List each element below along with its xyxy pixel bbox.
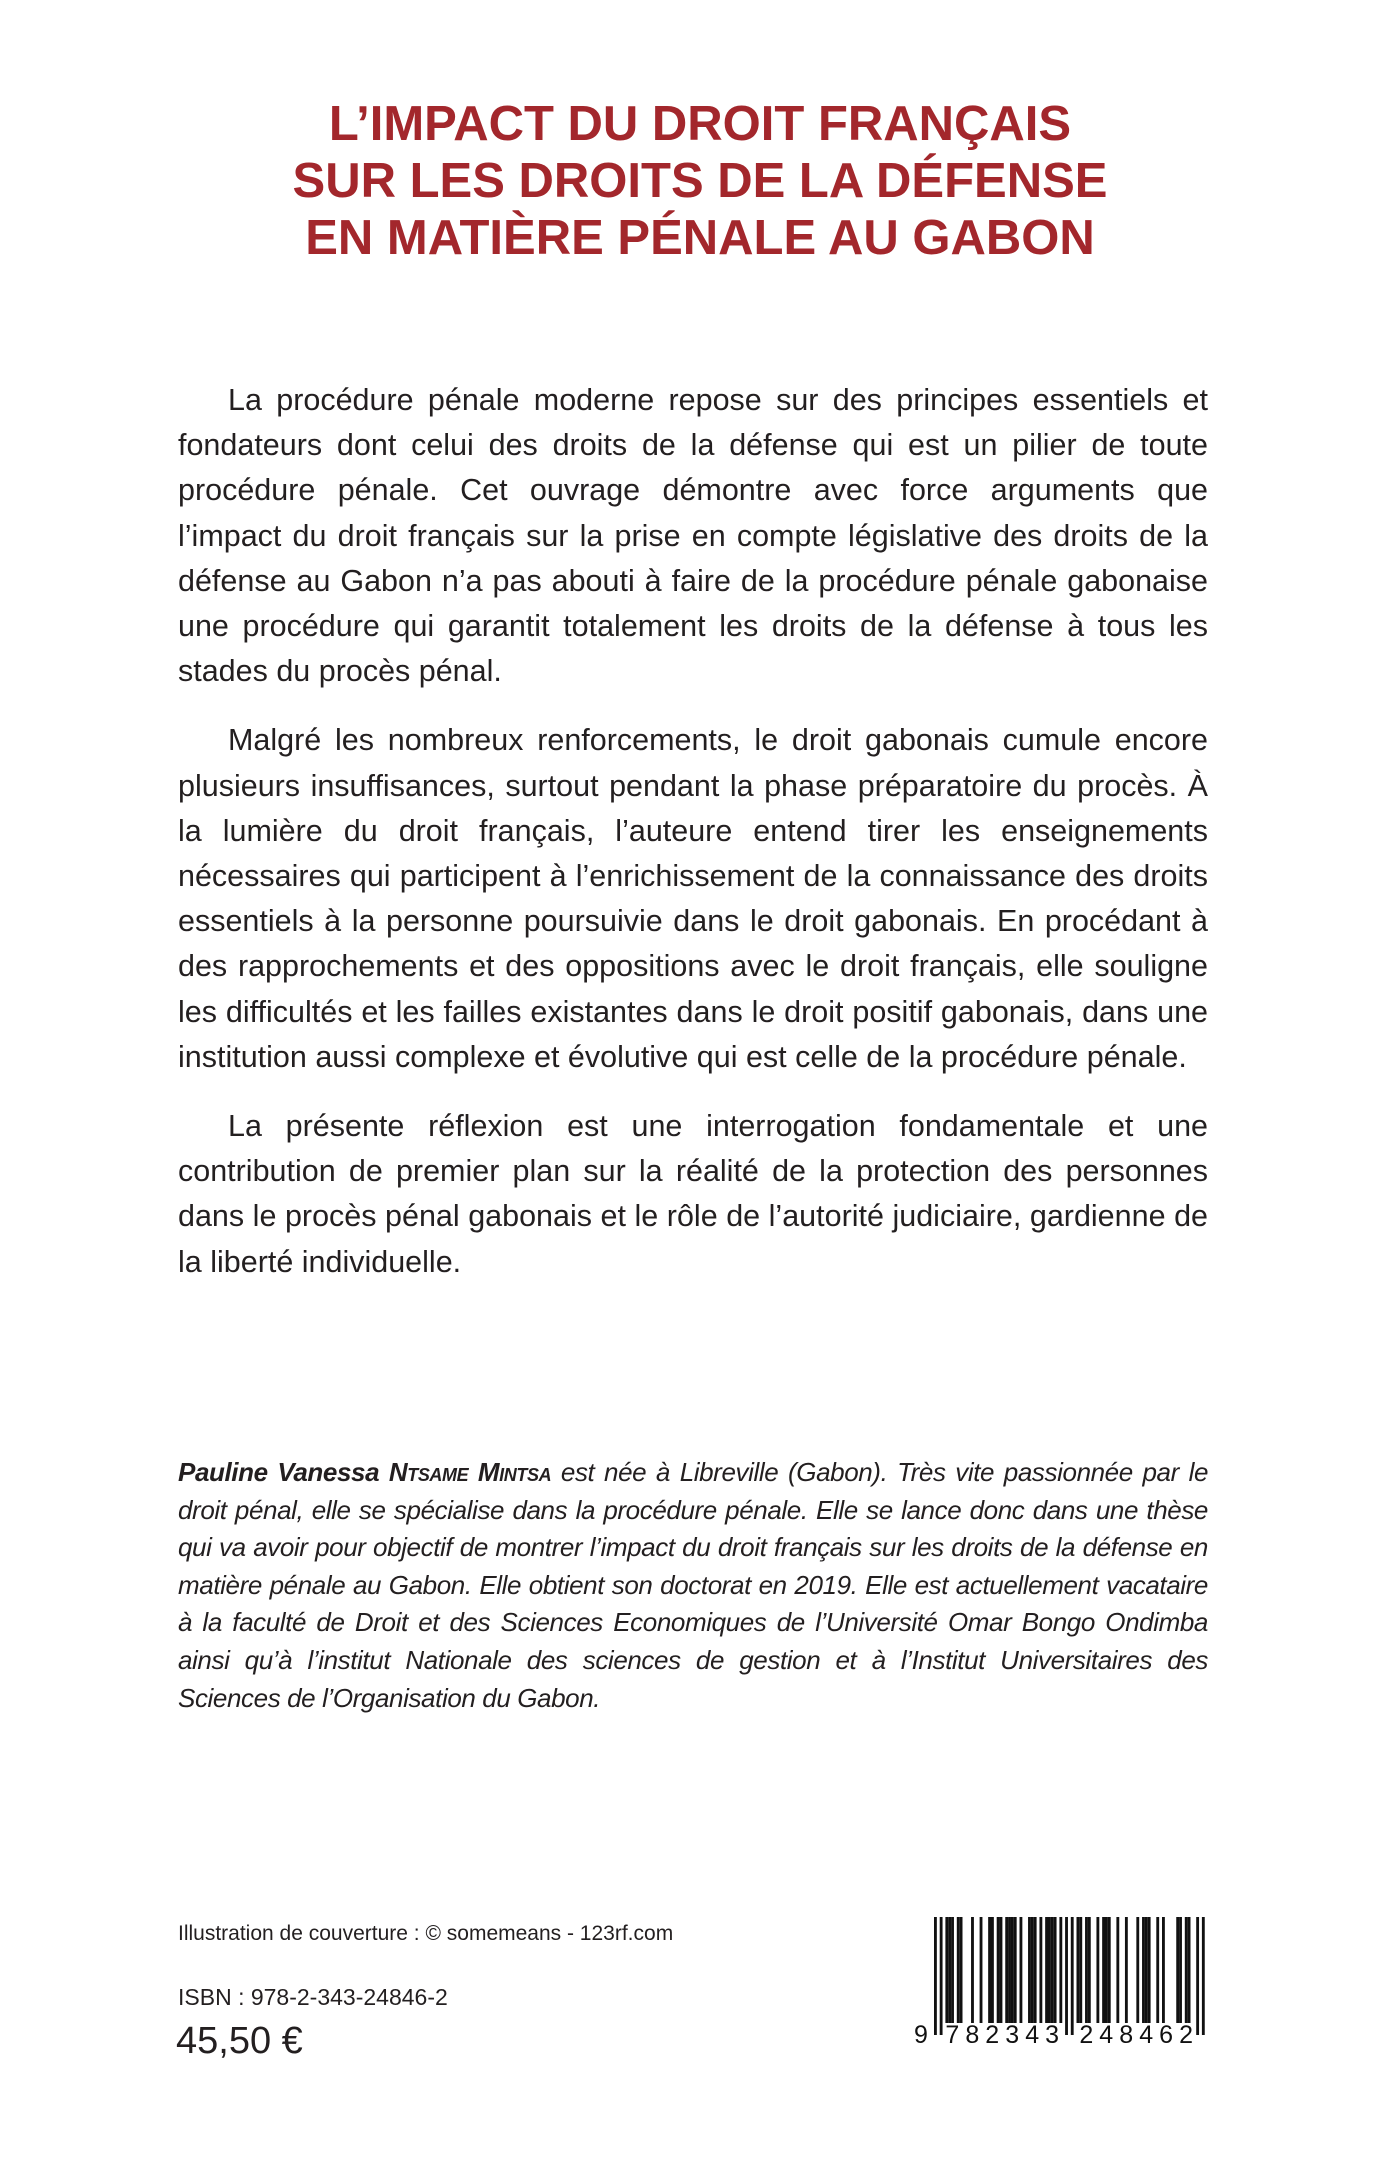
barcode-bar — [1031, 1917, 1034, 2023]
barcode-bar — [960, 1917, 963, 2023]
barcode-bar — [1059, 1917, 1062, 2023]
barcode-bar — [934, 1917, 937, 2035]
barcode-bar — [951, 1917, 954, 2023]
barcode-bar — [1105, 1917, 1108, 2023]
barcode-bar — [1125, 1917, 1128, 2023]
barcode-bar — [1156, 1917, 1159, 2023]
barcode-bar — [1005, 1917, 1008, 2023]
author-first-names: Pauline Vanessa — [178, 1457, 380, 1487]
barcode-bar — [1088, 1917, 1091, 2023]
barcode-bar — [991, 1917, 994, 2023]
barcode-bar — [1145, 1917, 1148, 2023]
barcode-digit: 4 — [1099, 2021, 1114, 2049]
cover-credit: Illustration de couverture : © somemeans - 123rf.com — [178, 1922, 674, 1945]
barcode-bar — [1096, 1917, 1099, 2023]
barcode-digit: 3 — [1005, 2021, 1020, 2049]
barcode-bar — [948, 1917, 951, 2023]
barcode-bar — [997, 1917, 1000, 2023]
barcode-bar — [1051, 1917, 1054, 2023]
barcode-bar — [1079, 1917, 1082, 2023]
barcode-bar — [1116, 1917, 1119, 2023]
barcode-digit: 2 — [1079, 2021, 1094, 2049]
barcode-bar — [1048, 1917, 1051, 2023]
barcode-bar — [1054, 1917, 1057, 2023]
book-title — [0, 96, 1400, 267]
barcode-bar — [1011, 1917, 1014, 2023]
barcode-bar — [1065, 1917, 1068, 2035]
barcode-bar — [1028, 1917, 1031, 2023]
barcode-bar — [1162, 1917, 1165, 2023]
title-line: EN MATIÈRE PÉNALE AU GABON — [305, 211, 1095, 265]
barcode-bar — [988, 1917, 991, 2023]
barcode-bar — [1039, 1917, 1042, 2023]
barcode-bar — [1179, 1917, 1182, 2023]
barcode-bar — [1142, 1917, 1145, 2023]
barcode-bar — [1202, 1917, 1205, 2035]
barcode — [912, 1915, 1212, 2050]
barcode-bar — [1188, 1917, 1191, 2023]
barcode-digit: 8 — [1119, 2021, 1134, 2049]
blurb-paragraph: Malgré les nombreux renforcements, le droit gabonais cumule encore plusieurs insuffisances, surtout pendant la phase préparatoire du procès. À la lumière du droit français, l’auteure entend tirer les enseignements nécessaires qui participent à l’enrichissement de la connaissance des droits essentiels à la personne poursuivie dans le droit gabonais. En procédant à des rapprochements et des oppositions avec le droit français, elle souligne les difficultés et les failles existantes dans le droit positif gabonais, dans une institution aussi complexe et évolutive qui est celle de la procédure pénale. — [178, 723, 1208, 1074]
author-bio — [178, 1454, 1208, 1717]
barcode-bar — [945, 1917, 948, 2023]
barcode-bar — [1071, 1917, 1074, 2035]
blurb-paragraph: La procédure pénale moderne repose sur des principes essentiels et fondateurs dont celui des droits de la défense qui est un pilier de toute procédure pénale. Cet ouvrage démontre avec force arguments que l’impact du droit français sur la prise en compte législative des droits de la défense au Gabon n’a pas abouti à faire de la procédure pénale gabonaise une procédure qui garantit totalement les droits de la défense à tous les stades du procès pénal. — [178, 383, 1208, 689]
blurb — [178, 378, 1208, 1309]
barcode-digit: 6 — [1159, 2021, 1174, 2049]
barcode-bar — [1196, 1917, 1199, 2035]
barcode-digit: 3 — [1045, 2021, 1060, 2049]
blurb-paragraph: La présente réflexion est une interrogation fondamentale et une contribution de premier plan sur la réalité de la protection des personnes dans le procès pénal gabonais et le rôle de l’autorité judiciaire, gardienne de la liberté individuelle. — [178, 1109, 1208, 1279]
barcode-bar — [1102, 1917, 1105, 2023]
barcode-bar — [1085, 1917, 1088, 2023]
barcode-digit: 8 — [965, 2021, 980, 2049]
barcode-bar — [980, 1917, 983, 2023]
barcode-bar — [1077, 1917, 1080, 2023]
barcode-bar — [957, 1917, 960, 2023]
barcode-bar — [1034, 1917, 1037, 2023]
barcode-bar — [1136, 1917, 1139, 2023]
title-line: L’IMPACT DU DROIT FRANÇAIS — [328, 97, 1072, 151]
bio-text: est née à Libreville (Gabon). Très vite passionnée par le droit pénal, elle se spécialise dans la procédure pénale. Elle se lance donc dans une thèse qui va avoir pour objectif de montrer l’impact du droit français sur les droits de la défense en matière pénale au Gabon. Elle obtient son doctorat en 2019. Elle est actuellement vacataire à la faculté de Droit et des Sciences Economiques de l’Université Omar Bongo Ondimba ainsi qu’à l’institut Nationale des sciences de gestion et à l’Institut Universitaires des Sciences de l’Organisation du Gabon. — [178, 1457, 1209, 1713]
barcode-bar — [1185, 1917, 1188, 2023]
barcode-bar — [1008, 1917, 1011, 2023]
barcode-digit: 9 — [914, 2021, 928, 2049]
barcode-bar — [1014, 1917, 1017, 2023]
barcode-bar — [971, 1917, 974, 2023]
barcode-digit: 2 — [985, 2021, 1000, 2049]
barcode-bar — [1045, 1917, 1048, 2023]
price: 45,50 € — [176, 2020, 303, 2062]
barcode-bar — [1000, 1917, 1003, 2023]
barcode-digit: 2 — [1179, 2021, 1194, 2049]
title-line: SUR LES DROITS DE LA DÉFENSE — [292, 154, 1108, 208]
barcode-bar — [940, 1917, 943, 2035]
barcode-bar — [1020, 1917, 1023, 2023]
isbn: ISBN : 978-2-343-24846-2 — [178, 1984, 448, 2010]
barcode-digit: 4 — [1139, 2021, 1154, 2049]
barcode-digit: 7 — [945, 2021, 960, 2049]
barcode-bar — [1176, 1917, 1179, 2023]
barcode-bar — [1148, 1917, 1151, 2023]
author-surname: Ntsame Mintsa — [388, 1457, 552, 1487]
barcode-bar — [1108, 1917, 1111, 2023]
barcode-digit: 4 — [1025, 2021, 1040, 2049]
